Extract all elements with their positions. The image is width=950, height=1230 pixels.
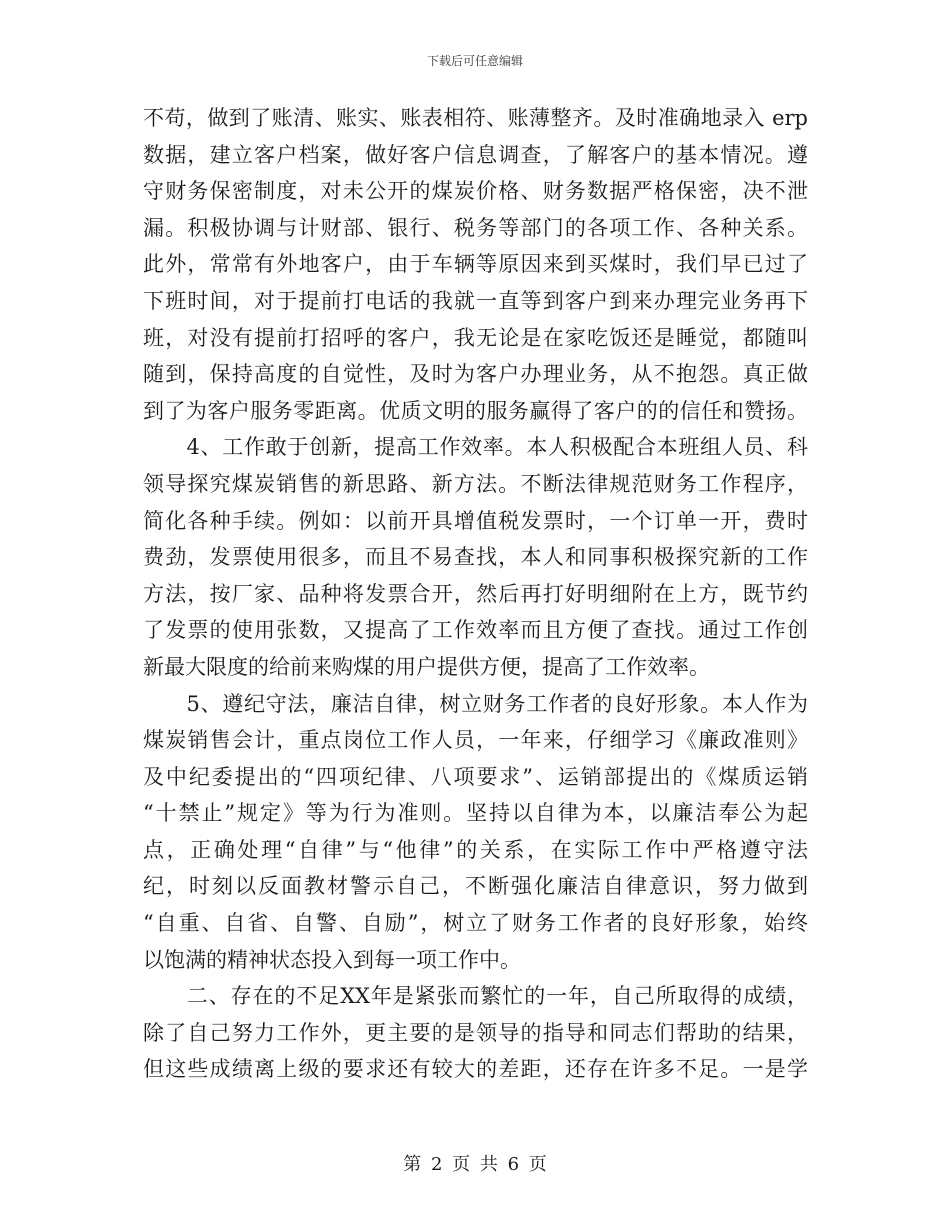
text-line: 此外，常常有外地客户，由于车辆等原因来到买煤时，我们早已过了 (143, 252, 808, 277)
page-header: 下载后可任意编辑 (426, 54, 523, 68)
text-line: 数据，建立客户档案，做好客户信息调查，了解客户的基本情况。遵 (143, 142, 808, 167)
paragraph-4-first-line: 4、工作敢于创新，提高工作效率。本人积极配合本班组人员、科 (143, 435, 808, 460)
section-2-first-line: 二、存在的不足XX年是紧张而繁忙的一年，自己所取得的成绩， (143, 984, 808, 1009)
text-line: 费劲，发票使用很多，而且不易查找，本人和同事积极探究新的工作 (143, 545, 808, 570)
text-line: 方法，按厂家、品种将发票合开，然后再打好明细附在上方，既节约 (143, 581, 808, 606)
document-body (143, 100, 808, 1088)
paragraph-5-first-line: 5、遵纪守法，廉洁自律，树立财务工作者的良好形象。本人作为 (143, 691, 808, 716)
text-line: 简化各种手续。例如：以前开具增值税发票时，一个订单一开，费时 (143, 508, 808, 533)
text-line: 守财务保密制度，对未公开的煤炭价格、财务数据严格保密，决不泄 (143, 179, 808, 204)
text-line: 点，正确处理“自律”与“他律”的关系，在实际工作中严格遵守法 (143, 837, 808, 862)
text-line: 不苟，做到了账清、账实、账表相符、账薄整齐。及时准确地录入 erp (143, 106, 808, 130)
text-line: 及中纪委提出的“四项纪律、八项要求”、运销部提出的《煤质运销 (143, 764, 808, 789)
text-line: 漏。积极协调与计财部、银行、税务等部门的各项工作、各种关系。 (143, 215, 808, 240)
text-line: “自重、自省、自警、自励”，树立了财务工作者的良好形象，始终 (143, 911, 808, 936)
text-line: 除了自己努力工作外，更主要的是领导的指导和同志们帮助的结果， (143, 1020, 808, 1045)
text-line: 下班时间，对于提前打电话的我就一直等到客户到来办理完业务再下 (143, 288, 808, 313)
page-number-footer: 第 2 页 共 6 页 (403, 1154, 547, 1175)
text-line: 了发票的使用张数，又提高了工作效率而且方便了查找。通过工作创 (143, 618, 808, 643)
text-line: 新最大限度的给前来购煤的用户提供方便，提高了工作效率。 (143, 654, 710, 679)
text-line: 煤炭销售会计，重点岗位工作人员，一年来，仔细学习《廉政准则》 (143, 728, 808, 753)
text-line: 纪，时刻以反面教材警示自己，不断强化廉洁自律意识，努力做到 (143, 874, 808, 899)
text-line: 但这些成绩离上级的要求还有较大的差距，还存在许多不足。一是学 (143, 1057, 808, 1082)
text-line: 班，对没有提前打招呼的客户，我无论是在家吃饭还是睡觉，都随叫 (143, 325, 808, 350)
text-line: 以饱满的精神状态投入到每一项工作中。 (143, 947, 521, 972)
text-line: “十禁止”规定》等为行为准则。坚持以自律为本，以廉洁奉公为起 (143, 801, 808, 826)
text-line: 到了为客户服务零距离。优质文明的服务赢得了客户的的信任和赞扬。 (143, 398, 808, 423)
text-line: 随到，保持高度的自觉性，及时为客户办理业务，从不抱怨。真正做 (143, 362, 808, 387)
text-line: 领导探究煤炭销售的新思路、新方法。不断法律规范财务工作程序， (143, 471, 808, 496)
